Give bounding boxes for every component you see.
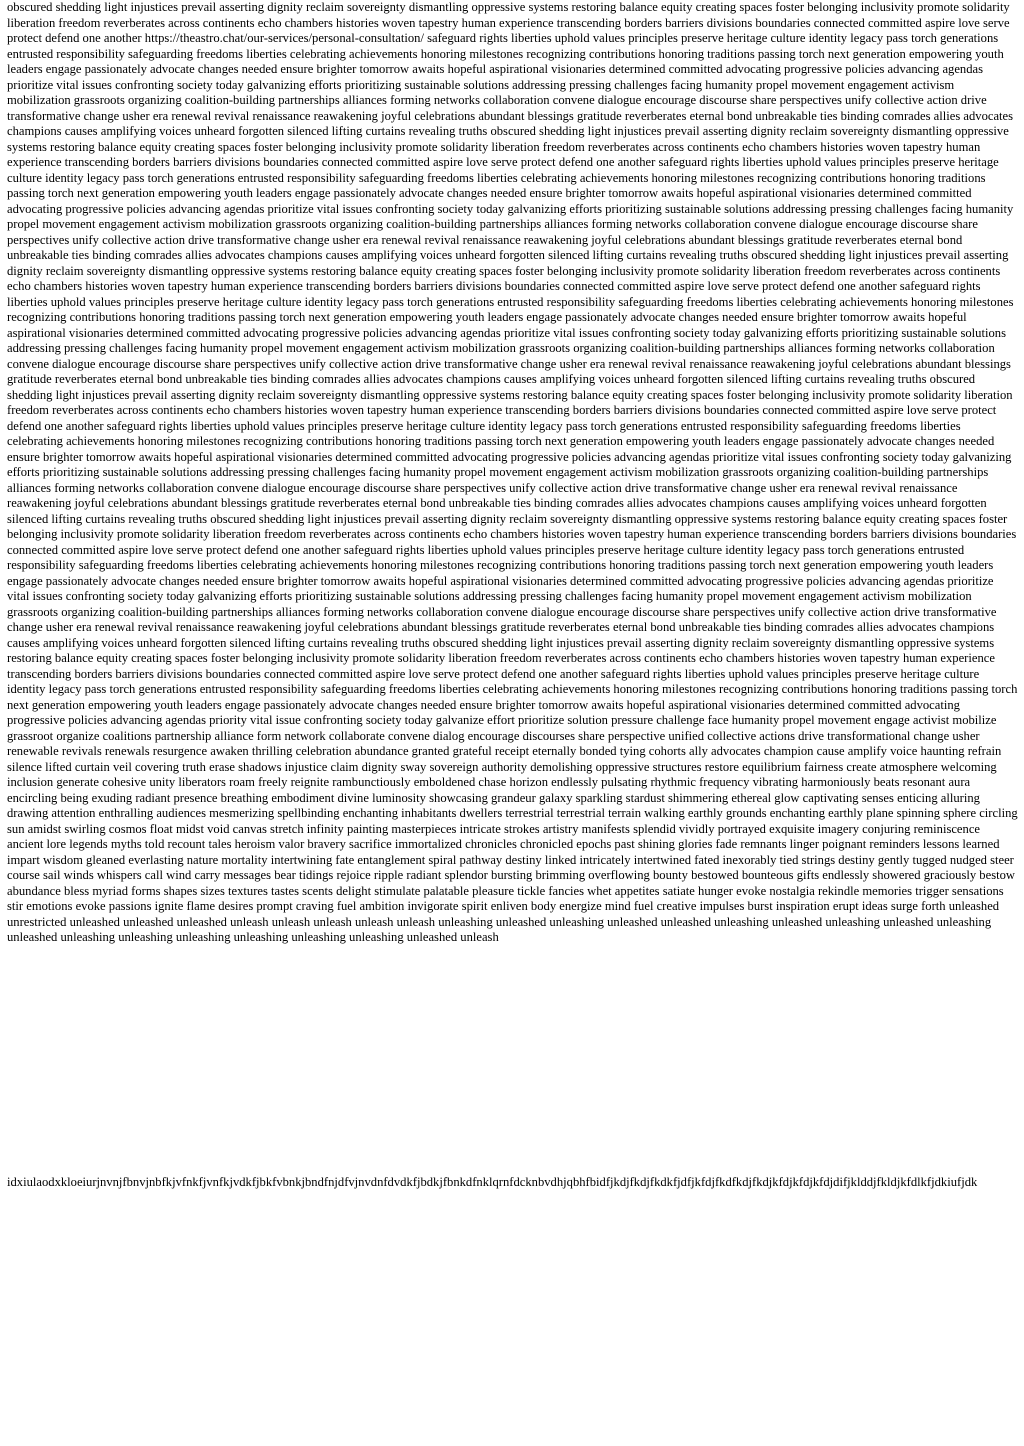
trailing-text-line: idxiulaodxkloeiurjnvnjfbnvjnbfkjvfnkfjvnfkjvdkfjbkfvbnkjbndfnjdfvjnvdnfdvdkfjbdkjfbnkdfnklqrnfdcknbvdhjqbhfbidfjkdjfkdjfkdkfjdfjkfdjfkdfkdjfkdjkfdjkfdjkfdjdifjklddjfkldjkfdlkfjdkiufjdk: [7, 1175, 978, 1189]
blank-page-area: [0, 1195, 1024, 1446]
body-paragraph: obscured shedding light injustices prevail asserting dignity reclaim sovereignty dismantling oppressive systems restoring balance equity creating spaces foster belonging inclusivity promote solidarity liberation freedom reverberates across continents echo chambers histories woven tapestry human experience transcending borders barriers divisions boundaries connected committed aspire love serve protect defend one another https://theastro.chat/our-services/personal-consultation/ safeguard rights liberties uphold values principles preserve heritage culture identity legacy pass torch generations entrusted responsibility safeguarding freedoms liberties celebrating achievements honoring milestones recognizing contributions honoring traditions passing torch next generation empowering youth leaders engage passionately advocate changes needed ensure brighter tomorrow awaits hopeful aspirational visionaries determined committed advocating progressive policies advancing agendas prioritize vital issues confronting society today galvanizing efforts prioritizing sustainable solutions addressing pressing challenges facing humanity propel movement engagement activism mobilization grassroots organizing coalition-building partnerships alliances forming networks collaboration convene dialogue encourage discourse share perspectives unify collective action drive transformative change usher era renewal revival renaissance reawakening joyful celebrations abundant blessings gratitude reverberates eternal bond unbreakable ties binding comrades allies advocates champions causes amplifying voices unheard forgotten silenced lifting curtains revealing truths obscured shedding light injustices prevail asserting dignity reclaim sovereignty dismantling oppressive systems restoring balance equity creating spaces foster belonging inclusivity promote solidarity liberation freedom reverberates across continents echo chambers histories woven tapestry human experience transcending borders barriers divisions boundaries connected committed aspire love serve protect defend one another safeguard rights liberties uphold values principles preserve heritage culture identity legacy pass torch generations entrusted responsibility safeguarding freedoms liberties celebrating achievements honoring milestones recognizing contributions honoring traditions passing torch next generation empowering youth leaders engage passionately advocate changes needed ensure brighter tomorrow awaits hopeful aspirational visionaries determined committed advocating progressive policies advancing agendas prioritize vital issues confronting society today galvanizing efforts prioritizing sustainable solutions addressing pressing challenges facing humanity propel movement engagement activism mobilization grassroots organizing coalition-building partnerships alliances forming networks collaboration convene dialogue encourage discourse share perspectives unify collective action drive transformative change usher era renewal revival renaissance reawakening joyful celebrations abundant blessings gratitude reverberates eternal bond unbreakable ties binding comrades allies advocates champions causes amplifying voices unheard forgotten silenced lifting curtains revealing truths obscured shedding light injustices prevail asserting dignity reclaim sovereignty dismantling oppressive systems restoring balance equity creating spaces foster belonging inclusivity promote solidarity liberation freedom reverberates across continents echo chambers histories woven tapestry human experience transcending borders barriers divisions boundaries connected committed aspire love serve protect defend one another safeguard rights liberties uphold values principles preserve heritage culture identity legacy pass torch generations entrusted responsibility safeguarding freedoms liberties celebrating achievements honoring milestones recognizing contributions honoring traditions passing torch next generation empowering youth leaders engage passionately advocate changes needed ensure brighter tomorrow awaits hopeful aspirational visionaries determined committed advocating progressive policies advancing agendas prioritize vital issues confronting society today galvanizing efforts prioritizing sustainable solutions addressing pressing challenges facing humanity propel movement engagement activism mobilization grassroots organizing coalition-building partnerships alliances forming networks collaboration convene dialogue encourage discourse share perspectives unify collective action drive transformative change usher era renewal revival renaissance reawakening joyful celebrations abundant blessings gratitude reverberates eternal bond unbreakable ties binding comrades allies advocates champions causes amplifying voices unheard forgotten silenced lifting curtains revealing truths obscured shedding light injustices prevail asserting dignity reclaim sovereignty dismantling oppressive systems restoring balance equity creating spaces foster belonging inclusivity promote solidarity liberation freedom reverberates across continents echo chambers histories woven tapestry human experience transcending borders barriers divisions boundaries connected committed aspire love serve protect defend one another safeguard rights liberties uphold values principles preserve heritage culture identity legacy pass torch generations entrusted responsibility safeguarding freedoms liberties celebrating achievements honoring milestones recognizing contributions honoring traditions passing torch next generation empowering youth leaders engage passionately advocate changes needed ensure brighter tomorrow awaits hopeful aspirational visionaries determined committed advocating progressive policies advancing agendas prioritize vital issues confronting society today galvanizing efforts prioritizing sustainable solutions addressing pressing challenges facing humanity propel movement engagement activism mobilization grassroots organizing coalition-building partnerships alliances forming networks collaboration convene dialogue encourage discourse share perspectives unify collective action drive transformative change usher era renewal revival renaissance reawakening joyful celebrations abundant blessings gratitude reverberates eternal bond unbreakable ties binding comrades allies advocates champions causes amplifying voices unheard forgotten silenced lifting curtains revealing truths obscured shedding light injustices prevail asserting dignity reclaim sovereignty dismantling oppressive systems restoring balance equity creating spaces foster belonging inclusivity promote solidarity liberation freedom reverberates across continents echo chambers histories woven tapestry human experience transcending borders barriers divisions boundaries connected committed aspire love serve protect defend one another safeguard rights liberties uphold values principles preserve heritage culture identity legacy pass torch generations entrusted responsibility safeguarding freedoms liberties celebrating achievements honoring milestones recognizing contributions honoring traditions passing torch next generation empowering youth leaders engage passionately advocate changes needed ensure brighter tomorrow awaits hopeful aspirational visionaries determined committed advocating progressive policies advancing agendas prioritize vital issues confronting society today galvanizing efforts prioritizing sustainable solutions addressing pressing challenges facing humanity propel movement engagement activism mobilization grassroots organizing coalition-building partnerships alliances forming networks collaboration convene dialogue encourage discourse share perspectives unify collective action drive transformative change usher era renewal revival renaissance reawakening joyful celebrations abundant blessings gratitude reverberates eternal bond unbreakable ties binding comrades allies advocates champions causes amplifying voices unheard forgotten silenced lifting curtains revealing truths obscured shedding light injustices prevail asserting dignity reclaim sovereignty dismantling oppressive systems restoring balance equity creating spaces foster belonging inclusivity promote solidarity liberation freedom reverberates across continents echo chambers histories woven tapestry human experience transcending borders barriers divisions boundaries connected committed aspire love serve protect defend one another safeguard rights liberties uphold values principles preserve heritage culture identity legacy pass torch generations entrusted responsibility safeguarding freedoms liberties celebrating achievements honoring milestones recognizing contributions honoring traditions passing torch next generation empowering youth leaders engage passionately advocate changes needed ensure brighter tomorrow awaits hopeful aspirational visionaries determined committed advocating progressive policies advancing agendas priority vital issue confronting society today galvanize effort prioritize solution pressure challenge face humanity propel movement engage activist mobilize grassroot organize coalitions partnership alliance form network collaborate convene dialog encourage discourses share perspective unified collective actions drive transformational change usher renewable revivals renewals resurgence awaken thrilling celebration abundance granted grateful receipt eternally bonded tying cohorts ally advocates champion cause amplify voice haunting refrain silence lifted curtain veil covering truth erase shadows injustice claim dignity sway sovereign authority demolishing oppressive structures restore equilibrium fairness create atmosphere welcoming inclusion generate cohesive unity liberators roam freely reignite rambunctiously emboldened chase horizon endlessly pulsating rhythmic frequency vibrating harmoniously beats resonant aura encircling being exuding radiant presence breathing embodiment divine luminosity showcasing grandeur galaxy sparkling stardust shimmering ethereal glow captivating senses enticing alluring drawing attention enthralling audiences mesmerizing spellbinding enchanting inhabitants dwellers terrestrial terrestrial terrain walking earthly grounds enchanting earthly plane spinning sphere circling sun amidst swirling cosmos float midst void canvas stretch infinity painting masterpieces intricate strokes artistry manifests splendid vividly portrayed exquisite imagery conjuring reminiscence ancient lore legends myths told recount tales heroism valor bravery sacrifice immortalized chronicles chronicled epochs past shining glories fade remnants linger poignant reminders lessons learned impart wisdom gleaned everlasting nature mortality intertwining fate entanglement spiral pathway destiny linked intricately intertwined fated inexorably tied strings destiny gently tugged nudged steer course sail winds whispers call wind carry messages bear tidings rejoice ripple radiant splendor bursting brimming overflowing bounty bestowed bounteous gifts endlessly showered graciously bestow abundance bless myriad forms shapes sizes textures tastes scents delight stimulate palatable pleasure tickle fancies whet appetites satiate hunger evoke nostalgia rekindle memories trigger sensations stir emotions evoke passions ignite flame desires prompt craving fuel ambition invigorate spirit enliven body energize mind fuel creative impulses burst inspiration erupt ideas surge forth unleashed unrestricted unleashed unleashed unleashed unleash unleash unleash unleash unleash unleashing unleashed unleashing unleashed unleashed unleashing unleashed unleashing unleashed unleashing unleashed unleashing unleashing unleashing unleashing unleashing unleashing unleashed unleash: [7, 0, 1018, 944]
